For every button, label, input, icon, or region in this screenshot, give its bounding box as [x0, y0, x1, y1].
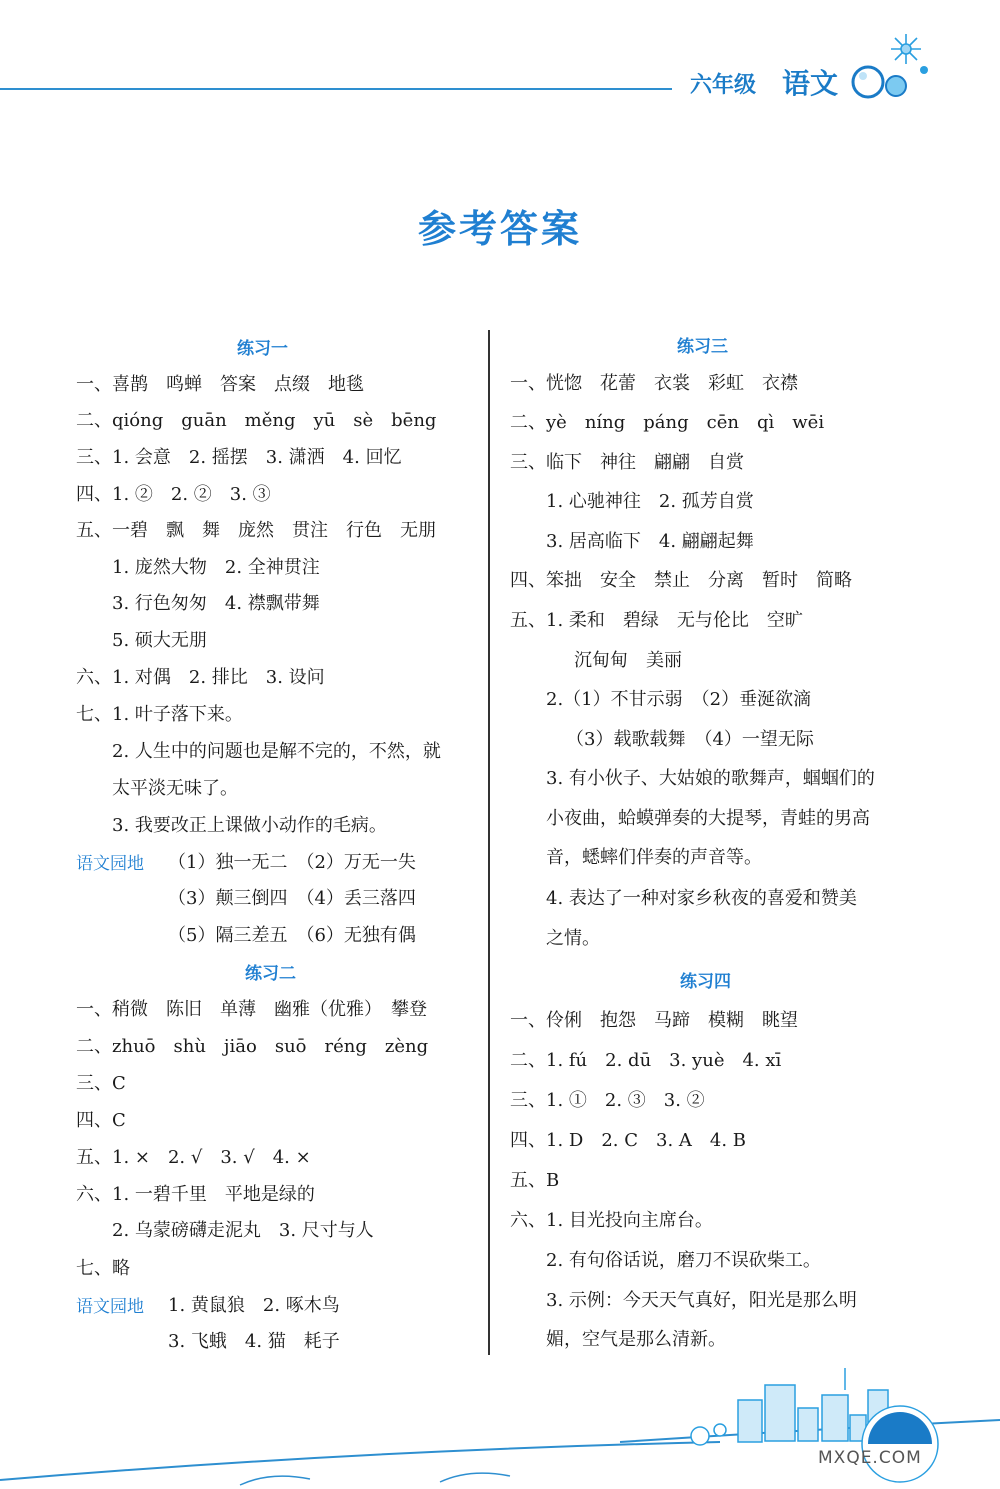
answer-line: 1. 心驰神往 2. 孤芳自赏	[546, 491, 754, 512]
answer-line: 之情。	[546, 928, 600, 949]
answer-line: 五、B	[510, 1170, 560, 1191]
answer-line: 1. 黄鼠狼 2. 啄木鸟	[168, 1295, 340, 1316]
answer-line: 一、喜鹊 鸣蝉 答案 点缀 地毯	[76, 374, 364, 395]
answer-line: 五、一碧 飘 舞 庞然 贯注 行色 无朋	[76, 520, 436, 541]
answer-line: 3. 有小伙子、大姑娘的歌舞声，蝈蝈们的	[546, 768, 875, 789]
section-heading-2: 练习二	[245, 964, 296, 984]
answer-line: 四、笨拙 安全 禁止 分离 暂时 简略	[510, 570, 852, 591]
answer-line: 三、1. 会意 2. 摇摆 3. 潇洒 4. 回忆	[76, 447, 402, 468]
answer-line: 3. 飞蛾 4. 猫 耗子	[168, 1331, 340, 1352]
answer-line: 二、yè níng páng cēn qì wēi	[510, 412, 825, 433]
answer-line: 二、1. fú 2. dū 3. yuè 4. xī	[510, 1050, 782, 1071]
answer-line: 四、1. D 2. C 3. A 4. B	[510, 1130, 747, 1151]
answer-line: 二、zhuō shù jiāo suō réng zèng	[76, 1036, 429, 1057]
answer-line: 太平淡无味了。	[112, 778, 238, 799]
answer-line: 二、qióng guān měng yū sè bēng	[76, 410, 437, 431]
answer-line: （3）载歌载舞 （4）一望无际	[566, 729, 814, 750]
answer-line: 3. 示例：今天天气真好，阳光是那么明	[546, 1290, 857, 1311]
garden-label: 语文园地	[76, 854, 144, 874]
answer-line: 七、略	[76, 1258, 130, 1279]
answer-line: 三、1. ① 2. ③ 3. ②	[510, 1090, 705, 1111]
answer-line: 音，蟋蟀们伴奏的声音等。	[546, 847, 762, 868]
answer-line: 三、C	[76, 1073, 126, 1094]
answer-line: 一、恍惚 花蕾 衣裳 彩虹 衣襟	[510, 373, 798, 394]
answer-line: 3. 行色匆匆 4. 襟飘带舞	[112, 593, 320, 614]
answer-line: 4. 表达了一种对家乡秋夜的喜爱和赞美	[546, 888, 857, 909]
watermark-text: MXQE.COM	[818, 1448, 922, 1468]
answer-line: 2. 乌蒙磅礴走泥丸 3. 尺寸与人	[112, 1220, 374, 1241]
answer-line: 5. 硕大无朋	[112, 630, 207, 651]
answer-line: 沉甸甸 美丽	[574, 650, 682, 671]
answer-line: 四、1. ② 2. ② 3. ③	[76, 484, 271, 505]
answer-line: （5）隔三差五 （6）无独有偶	[168, 925, 416, 946]
answer-line: 2.（1）不甘示弱 （2）垂涎欲滴	[546, 689, 812, 710]
answer-line: 一、稍微 陈旧 单薄 幽雅（优雅） 攀登	[76, 999, 427, 1020]
answer-line: 六、1. 一碧千里 平地是绿的	[76, 1184, 315, 1205]
answer-line: 2. 人生中的问题也是解不完的，不然，就	[112, 741, 441, 762]
answer-line: 小夜曲，蛤蟆弹奏的大提琴，青蛙的男高	[546, 808, 870, 829]
answer-line: 六、1. 目光投向主席台。	[510, 1210, 713, 1231]
section-heading-1: 练习一	[237, 339, 288, 359]
answer-line: 2. 有句俗话说，磨刀不误砍柴工。	[546, 1250, 821, 1271]
page-title: 参考答案	[417, 206, 582, 251]
answer-line: 三、临下 神往 翩翩 自赏	[510, 452, 744, 473]
column-divider	[488, 330, 490, 1355]
snowflake-bubbles-icon	[848, 30, 938, 110]
section-heading-3: 练习三	[677, 337, 728, 357]
answer-line: 一、伶俐 抱怨 马蹄 模糊 眺望	[510, 1010, 798, 1031]
section-heading-4: 练习四	[680, 972, 731, 992]
answer-line: 1. 庞然大物 2. 全神贯注	[112, 557, 320, 578]
answer-line: 媚，空气是那么清新。	[546, 1329, 726, 1350]
answer-line: 五、1. × 2. √ 3. √ 4. ×	[76, 1147, 311, 1168]
answer-line: 3. 居高临下 4. 翩翩起舞	[546, 531, 754, 552]
answer-line: 五、1. 柔和 碧绿 无与伦比 空旷	[510, 610, 803, 631]
garden-label: 语文园地	[76, 1297, 144, 1317]
answer-line: 六、1. 对偶 2. 排比 3. 设问	[76, 667, 325, 688]
answer-line: 3. 我要改正上课做小动作的毛病。	[112, 815, 387, 836]
header-grade: 六年级	[690, 73, 757, 98]
answer-line: （3）颠三倒四 （4）丢三落四	[168, 888, 416, 909]
answer-line: 四、C	[76, 1110, 126, 1131]
header-rule	[0, 88, 672, 90]
city-skyline-icon	[600, 1360, 1000, 1489]
answer-line: 七、1. 叶子落下来。	[76, 704, 243, 725]
header-subject: 语文	[782, 67, 839, 100]
answer-line: （1）独一无二 （2）万无一失	[168, 852, 416, 873]
